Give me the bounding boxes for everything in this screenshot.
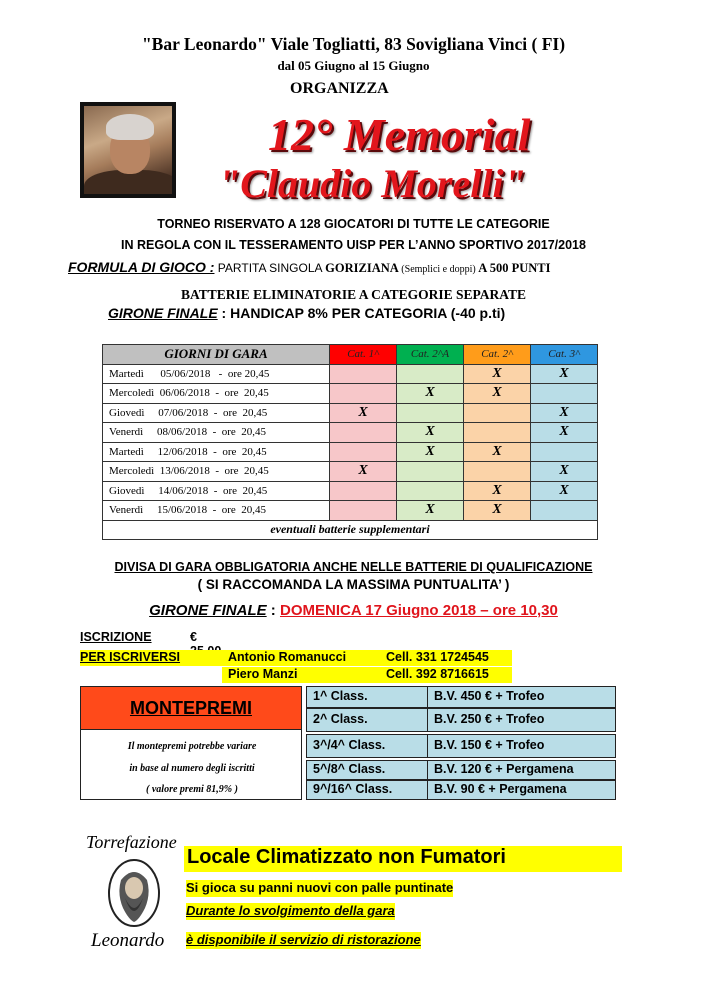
prize-value: B.V. 250 € + Trofeo [434,712,545,726]
prize-place: 2^ Class. [313,712,368,726]
day-cell: Mercoledì 06/06/2018 - ore 20,45 [103,384,330,404]
logo-text-bottom: Leonardo [91,930,165,951]
event-dates: dal 05 Giugno al 15 Giugno [277,58,430,73]
prize-place: 1^ Class. [313,689,368,703]
mark-cell: X [330,462,397,482]
mark-cell: X [330,403,397,423]
prize-place: 5^/8^ Class. [313,762,386,776]
cat-1-header: Cat. 1^ [330,345,397,365]
table-row [103,481,598,501]
mark-cell [464,423,531,443]
prize-value: B.V. 90 € + Pergamena [434,782,567,796]
extra-batteries: eventuali batterie supplementari [103,520,598,540]
mark-cell: X [531,423,598,443]
separator: : [266,602,280,619]
table-row [103,501,598,521]
footer-line: è disponibile il servizio di ristorazione [186,932,421,947]
logo-text-top: Torrefazione [86,832,177,852]
prize-table [80,686,616,800]
cat-2a-header: Cat. 2^A [397,345,464,365]
day-cell: Giovedì 14/06/2018 - ore 20,45 [103,481,330,501]
registration-label: ISCRIZIONE [80,630,152,644]
mark-cell: X [397,442,464,462]
contacts-label: PER ISCRIVERSI [80,650,181,664]
table-row [103,364,598,384]
table-row [103,423,598,443]
prize-note-line: Il montepremi potrebbe variare [127,741,257,752]
formula-points: A 500 PUNTI [478,261,551,275]
prize-note [80,730,302,800]
mark-cell: X [397,384,464,404]
prize-place: 9^/16^ Class. [313,782,393,796]
mark-cell: X [397,423,464,443]
prize-row [306,686,616,708]
leonardo-logo [107,858,161,928]
mark-cell [330,501,397,521]
registration [80,630,197,644]
table-row [103,442,598,462]
mark-cell [464,403,531,423]
prize-value: B.V. 450 € + Trofeo [434,689,545,703]
final-date: DOMENICA 17 Giugno 2018 – ore 10,30 [279,602,558,619]
memorial-name: "Claudio Morelli" [218,161,526,206]
mark-cell [397,364,464,384]
mark-cell [330,384,397,404]
game-formula [68,259,550,276]
contact-row [80,650,512,666]
contact-name: Antonio Romanucci [228,650,347,664]
mark-cell: X [531,462,598,482]
dress-code: DIVISA DI GARA OBBLIGATORIA ANCHE NELLE BATTERIE DI QUALIFICAZIONE [114,560,593,574]
mark-cell: X [531,403,598,423]
registration-fee: € [190,630,197,644]
day-cell: Venerdì 15/06/2018 - ore 20,45 [103,501,330,521]
mark-cell [531,501,598,521]
punctuality-note: ( SI RACCOMANDA LA MASSIMA PUNTUALITA’ ) [197,577,510,592]
venue-address: "Bar Leonardo" Viale Togliatti, 83 Sovigliana Vinci ( FI) [141,34,566,54]
prize-row [306,780,616,800]
day-cell: Venerdì 08/06/2018 - ore 20,45 [103,423,330,443]
batterie-text: BATTERIE ELIMINATORIE A CATEGORIE SEPARATE [180,287,527,302]
girone-handicap [108,305,505,321]
day-cell: Martedì 05/06/2018 - ore 20,45 [103,364,330,384]
mark-cell [330,481,397,501]
table-row [103,384,598,404]
mark-cell: X [464,384,531,404]
table-row [103,403,598,423]
mark-cell [330,423,397,443]
footer-line: Si gioca su panni nuovi con palle puntinate [186,880,454,895]
prize-row [306,734,616,758]
prize-note-line: ( valore premi 81,9% ) [146,784,238,795]
mark-cell [397,403,464,423]
day-cell: Giovedì 07/06/2018 - ore 20,45 [103,403,330,423]
day-cell: Martedì 12/06/2018 - ore 20,45 [103,442,330,462]
prize-note-line: in base al numero degli iscritti [129,763,255,774]
formula-note: (Semplici e doppi) [398,264,479,275]
mark-cell: X [464,442,531,462]
table-row [103,462,598,482]
mark-cell [397,462,464,482]
contact-phone: Cell. 392 8716615 [386,667,489,681]
formula-label: FORMULA DI GIOCO : [68,259,215,275]
prize-value: B.V. 150 € + Trofeo [434,738,545,752]
mark-cell: X [531,481,598,501]
membership-text: IN REGOLA CON IL TESSERAMENTO UISP PER L’ANNO SPORTIVO 2017/2018 [121,238,586,252]
final-round [0,602,707,619]
organizza-label: ORGANIZZA [290,80,389,97]
schedule-header-row [103,345,598,365]
contact-row [222,667,512,683]
footer-line: Durante lo svolgimento della gara [186,903,395,918]
memorial-title: 12° Memorial [268,109,531,160]
portrait-photo [80,102,176,198]
contact-phone: Cell. 331 1724545 [386,650,489,664]
mark-cell [397,481,464,501]
locale-text: Locale Climatizzato non Fumatori [187,846,506,868]
mark-cell: X [464,501,531,521]
prize-place: 3^/4^ Class. [313,738,386,752]
prize-row [306,760,616,780]
mark-cell [330,364,397,384]
day-cell: Mercoledì 13/06/2018 - ore 20,45 [103,462,330,482]
formula-type: GORIZIANA [325,261,399,275]
formula-text: PARTITA SINGOLA [214,261,326,275]
extra-row [103,520,598,540]
tournament-reserved-text: TORNEO RISERVATO A 128 GIOCATORI DI TUTTE LE CATEGORIE [157,217,550,231]
mark-cell [330,442,397,462]
mark-cell: X [397,501,464,521]
schedule-table [102,344,598,540]
handicap-text: : HANDICAP 8% PER CATEGORIA (-40 p.ti) [217,305,506,321]
mark-cell [464,462,531,482]
prize-row [306,708,616,732]
cat-2-header: Cat. 2^ [464,345,531,365]
mark-cell: X [531,364,598,384]
mark-cell [531,442,598,462]
contact-name: Piero Manzi [228,667,298,681]
prize-title: MONTEPREMI [80,686,302,730]
mark-cell [531,384,598,404]
days-header: GIORNI DI GARA [103,345,330,365]
girone-finale-label-2: GIRONE FINALE [149,602,267,619]
cat-3-header: Cat. 3^ [531,345,598,365]
prize-value: B.V. 120 € + Pergamena [434,762,574,776]
mark-cell: X [464,364,531,384]
mark-cell: X [464,481,531,501]
girone-finale-label: GIRONE FINALE [108,305,218,321]
